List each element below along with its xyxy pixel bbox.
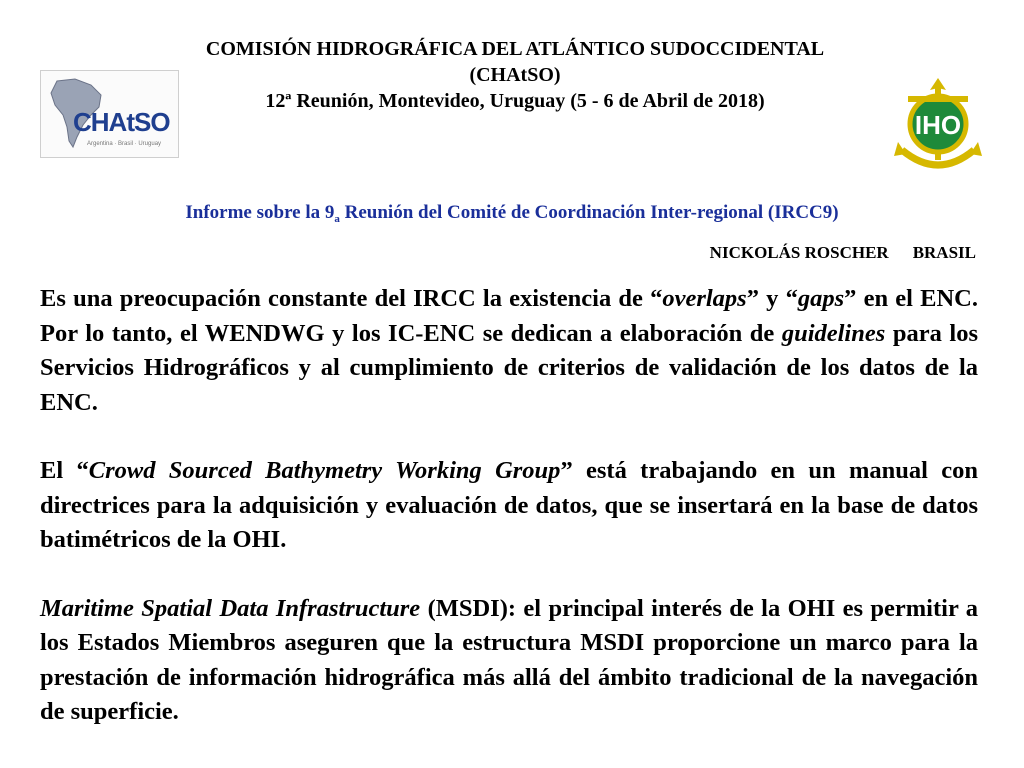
author-country: BRASIL [912, 243, 976, 262]
italic-term: overlaps [662, 285, 747, 312]
report-title-ordinal: a [334, 213, 340, 225]
author-line [710, 243, 976, 263]
paragraph-overlaps-gaps [40, 282, 978, 420]
text-run: para los Servicios Hidrográficos y al cumplimiento de criterios de validación de los datos de la ENC. [40, 319, 978, 416]
paragraph-msdi [40, 592, 978, 730]
chatso-logo-subtitle: Argentina · Brasil · Uruguay [87, 141, 162, 147]
report-title [30, 202, 994, 224]
text-run: (MSDI): el principal interés de la OHI es permitir a los Estados Miembros aseguren que la estructura MSDI proporcione un marco para la prestación de información hidrográfica más allá del ámbito tradicional de la navegación de superficie. [40, 594, 979, 725]
paragraph-crowd-sourced [40, 454, 978, 558]
ohi-emblem-letters: IHO [914, 110, 962, 140]
report-title-part: Informe sobre la 9 [185, 202, 335, 223]
slide-header [100, 36, 930, 114]
slide-body [40, 282, 978, 730]
text-run: ” en el ENC. Por lo tanto, el WENDWG y los IC-ENC se dedican a elaboración de [40, 285, 978, 347]
author-name: NICKOLÁS ROSCHER [709, 243, 889, 262]
header-acronym: (CHAtSO) [469, 64, 561, 86]
report-title-part: Reunión del Comité de Coordinación Inter-regional (IRCC9) [339, 202, 839, 223]
header-meeting-info: 12ª Reunión, Montevideo, Uruguay (5 - 6 de Abril de 2018) [265, 90, 765, 112]
chatso-logo [40, 70, 179, 158]
text-run: El “ [40, 457, 89, 484]
italic-term: gaps [797, 285, 845, 312]
ohi-emblem-icon [888, 72, 988, 182]
italic-term: Maritime Spatial Data Infrastructure [40, 594, 421, 622]
italic-term: Crowd Sourced Bathymetry Working Group [88, 457, 561, 484]
header-commission-name: COMISIÓN HIDROGRÁFICA DEL ATLÁNTICO SUDOCCIDENTAL [205, 38, 825, 60]
italic-term: guidelines [781, 319, 886, 347]
text-run: ” está trabajando en un manual con directrices para la adquisición y evaluación de datos, que se insertará en la base de datos batimétricos de la OHI. [40, 457, 979, 553]
text-run: Es una preocupación constante del IRCC la existencia de “ [40, 285, 663, 312]
text-run: ” y “ [746, 285, 798, 312]
chatso-logo-text: CHAtSO [73, 107, 170, 137]
